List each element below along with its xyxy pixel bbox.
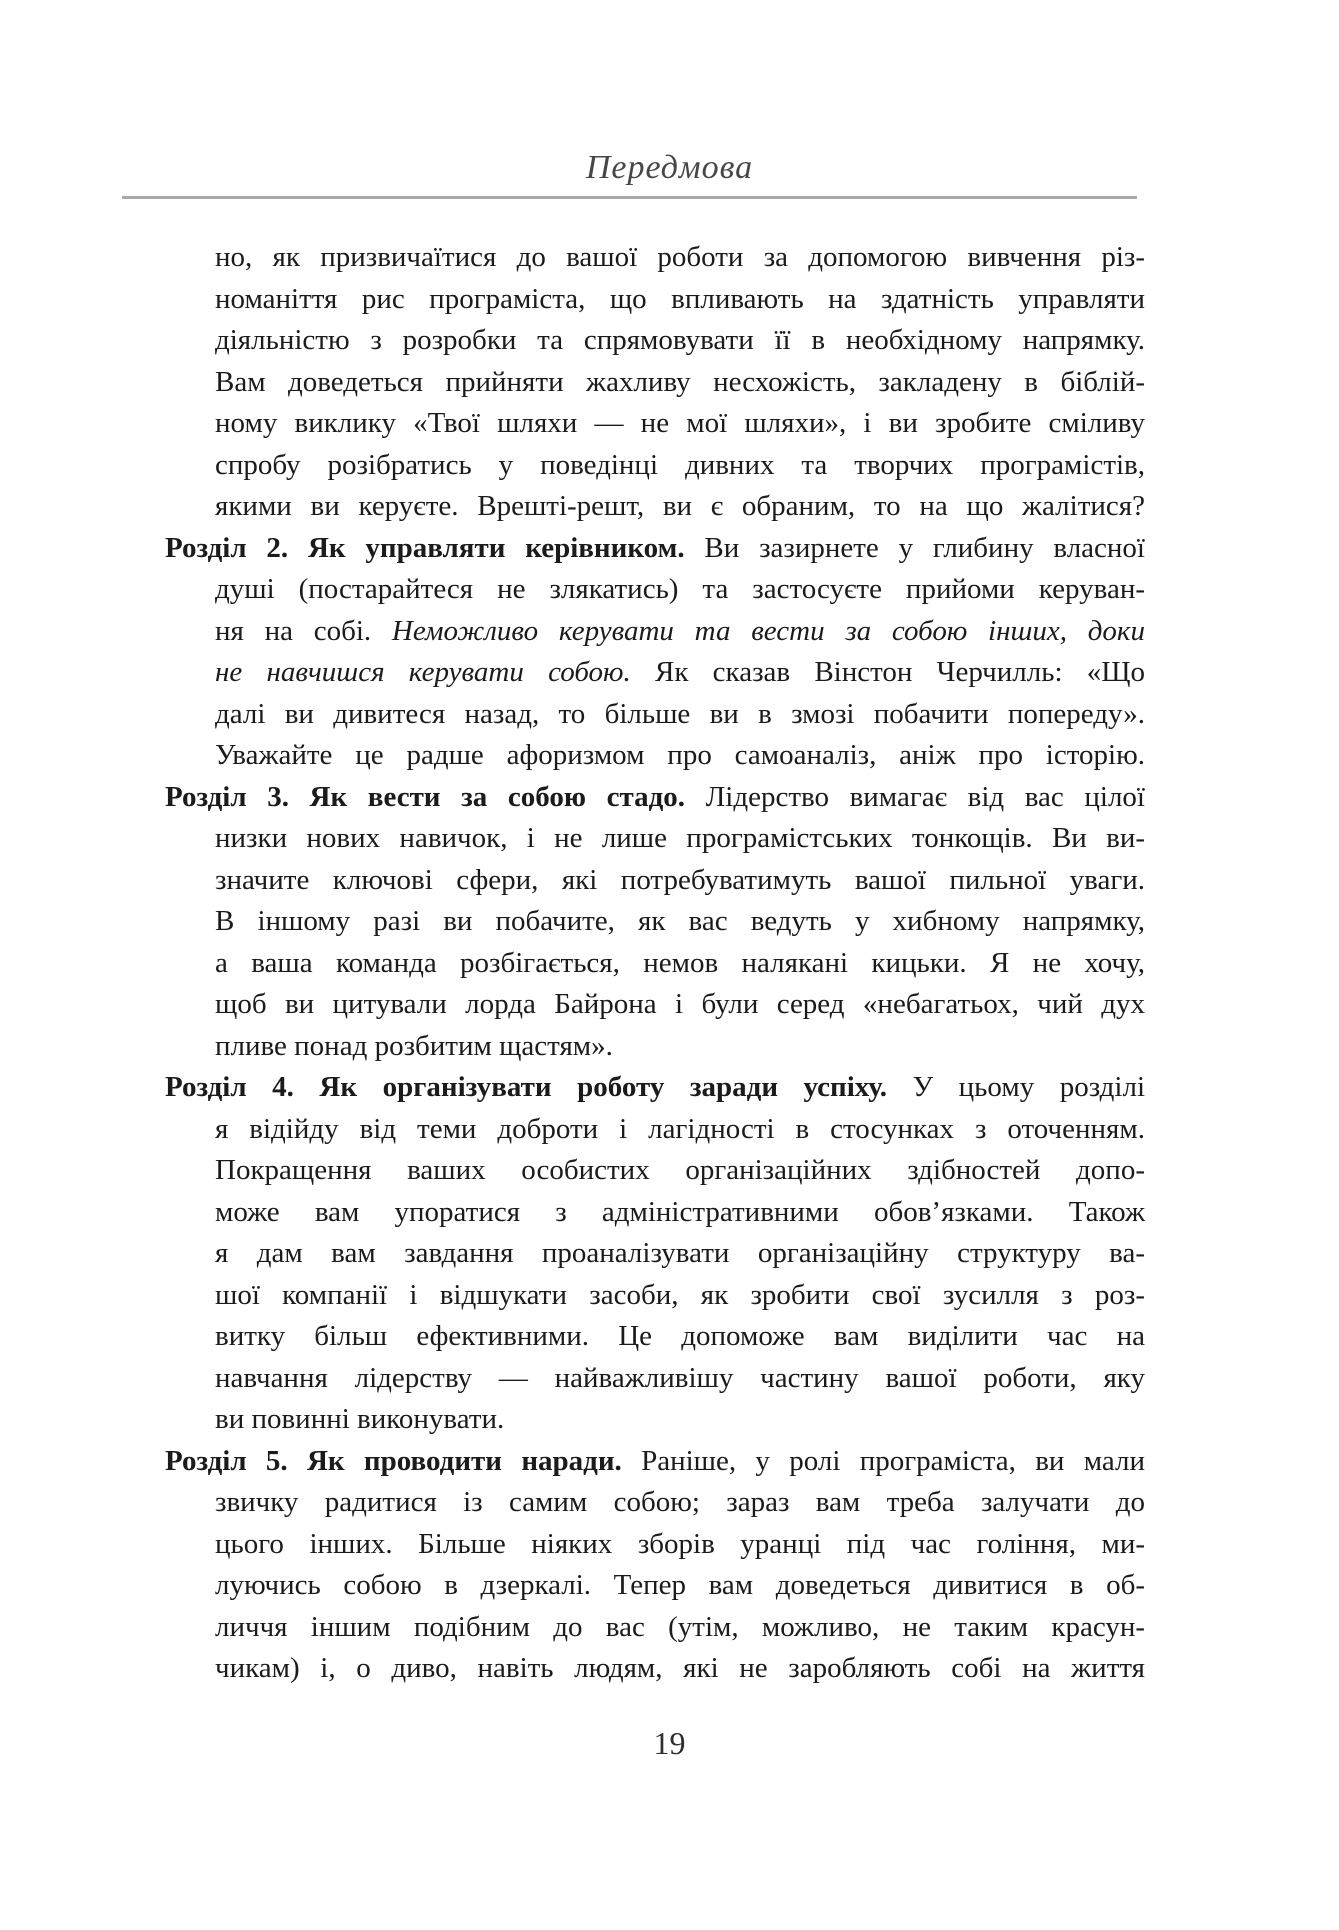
text-line	[215, 1482, 1145, 1524]
preface-text	[165, 237, 1145, 1690]
bold-run: Розділ 2. Як управляти керівником.	[165, 531, 685, 564]
text-line	[165, 777, 1145, 819]
text-run: номаніття рис програміста, що впливають на здатність управляти	[215, 282, 1145, 315]
text-run: чикам) і, о диво, навіть людям, які не заробляють собі на життя	[215, 1652, 1145, 1684]
text-run: У цьому розділі	[887, 1071, 1146, 1103]
text-run: цього інших. Більше ніяких зборів уранці під час гоління, ми-	[215, 1527, 1145, 1560]
text-line	[215, 1026, 1145, 1068]
chapter-4-summary	[165, 1067, 1145, 1441]
text-line	[165, 1441, 1145, 1483]
text-line	[215, 362, 1145, 404]
italic-run: не навчишся керувати собою.	[215, 656, 631, 688]
text-line	[215, 984, 1145, 1026]
text-line	[215, 320, 1145, 362]
bold-run: Розділ 3. Як вести за собою стадо.	[165, 780, 685, 813]
text-run: діяльністю з розробки та спрямовувати її в необхідному напрямку.	[215, 324, 1145, 356]
italic-run: Неможливо керувати та вести за собою інших, доки	[391, 614, 1145, 647]
text-line	[215, 1399, 1145, 1441]
text-line	[215, 1648, 1145, 1690]
text-run: ня на собі.	[215, 614, 392, 647]
bold-run: Розділ 4. Як організувати роботу заради успіху.	[165, 1071, 888, 1103]
text-line	[215, 694, 1145, 736]
text-run: спробу розібратись у поведінці дивних та творчих програмістів,	[215, 448, 1145, 481]
text-line	[165, 1067, 1145, 1109]
text-run: значите ключові сфери, які потребуватимуть вашої пильної уваги.	[215, 863, 1145, 896]
text-run: низки нових навичок, і не лише програмістських тонкощів. Ви ви-	[215, 822, 1145, 854]
text-run: личчя іншим подібним до вас (утім, можливо, не таким красун-	[215, 1610, 1145, 1643]
text-run: Лідерство вимагає від вас цілої	[685, 780, 1145, 813]
text-run: витку більш ефективними. Це допоможе вам виділити час на	[215, 1320, 1145, 1352]
text-line	[215, 237, 1145, 279]
text-line	[215, 569, 1145, 611]
text-line	[215, 818, 1145, 860]
text-line	[215, 1192, 1145, 1234]
text-run: душі (постарайтеся не злякатись) та застосуєте прийоми керуван-	[215, 573, 1145, 605]
text-run: а ваша команда розбігається, немов налякані кицьки. Я не хочу,	[215, 946, 1145, 979]
text-line	[215, 1316, 1145, 1358]
text-run: но, як призвичаїтися до вашої роботи за допомогою вивчення різ-	[215, 241, 1145, 273]
text-run: може вам упоратися з адміністративними обов’язками. Також	[215, 1195, 1145, 1228]
text-line	[215, 1524, 1145, 1566]
text-run: Покращення ваших особистих організаційних здібностей допо-	[215, 1154, 1145, 1186]
text-line	[215, 1358, 1145, 1400]
text-line	[215, 611, 1145, 653]
page-number: 19	[653, 1725, 686, 1761]
text-run: Як сказав Вінстон Черчилль: «Що	[630, 656, 1145, 688]
text-run: Вам доведеться прийняти жахливу несхожість, закладену в біблій-	[215, 365, 1145, 398]
text-run: якими ви керуєте. Врешті-решт, ви є обраним, то на що жалітися?	[215, 490, 1145, 522]
text-line	[215, 1233, 1145, 1275]
bold-run: Розділ 5. Як проводити наради.	[165, 1444, 622, 1477]
text-line	[165, 528, 1145, 570]
text-line	[215, 445, 1145, 487]
text-line	[215, 860, 1145, 902]
header-rule	[122, 196, 1137, 199]
chapter-2-summary	[165, 528, 1145, 777]
text-run: я дам вам завдання проаналізувати організаційну структуру ва-	[215, 1237, 1145, 1269]
text-run: Ви зазирнете у глибину власної	[684, 531, 1145, 564]
chapter-3-summary	[165, 777, 1145, 1068]
text-line	[215, 943, 1145, 985]
text-line	[215, 279, 1145, 321]
text-line	[215, 901, 1145, 943]
paragraph-continuation	[165, 237, 1145, 528]
text-line	[215, 486, 1145, 528]
text-run: далі ви дивитеся назад, то більше ви в змозі побачити попереду».	[215, 697, 1145, 730]
text-line	[215, 1109, 1145, 1151]
running-header: Передмова	[585, 149, 754, 186]
text-line	[215, 1150, 1145, 1192]
text-run: звичку радитися із самим собою; зараз вам треба залучати до	[215, 1486, 1145, 1518]
text-run: Уважайте це радше афоризмом про самоаналіз, аніж про історію.	[215, 739, 1145, 771]
text-run: ви повинні виконувати.	[215, 1403, 505, 1435]
text-line	[215, 1275, 1145, 1317]
text-run: щоб ви цитували лорда Байрона і були серед «небагатьох, чий дух	[215, 988, 1145, 1020]
text-run: шої компанії і відшукати засоби, як зробити свої зусилля з роз-	[215, 1278, 1145, 1311]
text-run: пливе понад розбитим щастям».	[215, 1029, 613, 1062]
text-run: В іншому разі ви побачите, як вас ведуть у хибному напрямку,	[215, 905, 1145, 937]
text-run: Раніше, у ролі програміста, ви мали	[621, 1444, 1145, 1477]
text-line	[215, 735, 1145, 777]
text-run: навчання лідерству — найважливішу частину вашої роботи, яку	[215, 1361, 1145, 1394]
text-run: луючись собою в дзеркалі. Тепер вам доведеться дивитися в об-	[215, 1569, 1145, 1601]
text-line	[215, 1565, 1145, 1607]
text-run: ному виклику «Твої шляхи — не мої шляхи», і ви зробите сміливу	[215, 407, 1145, 439]
text-line	[215, 403, 1145, 445]
text-line	[215, 1607, 1145, 1649]
chapter-5-summary	[165, 1441, 1145, 1690]
text-run: я відійду від теми доброти і лагідності в стосунках з оточенням.	[215, 1112, 1145, 1145]
text-line	[215, 652, 1145, 694]
